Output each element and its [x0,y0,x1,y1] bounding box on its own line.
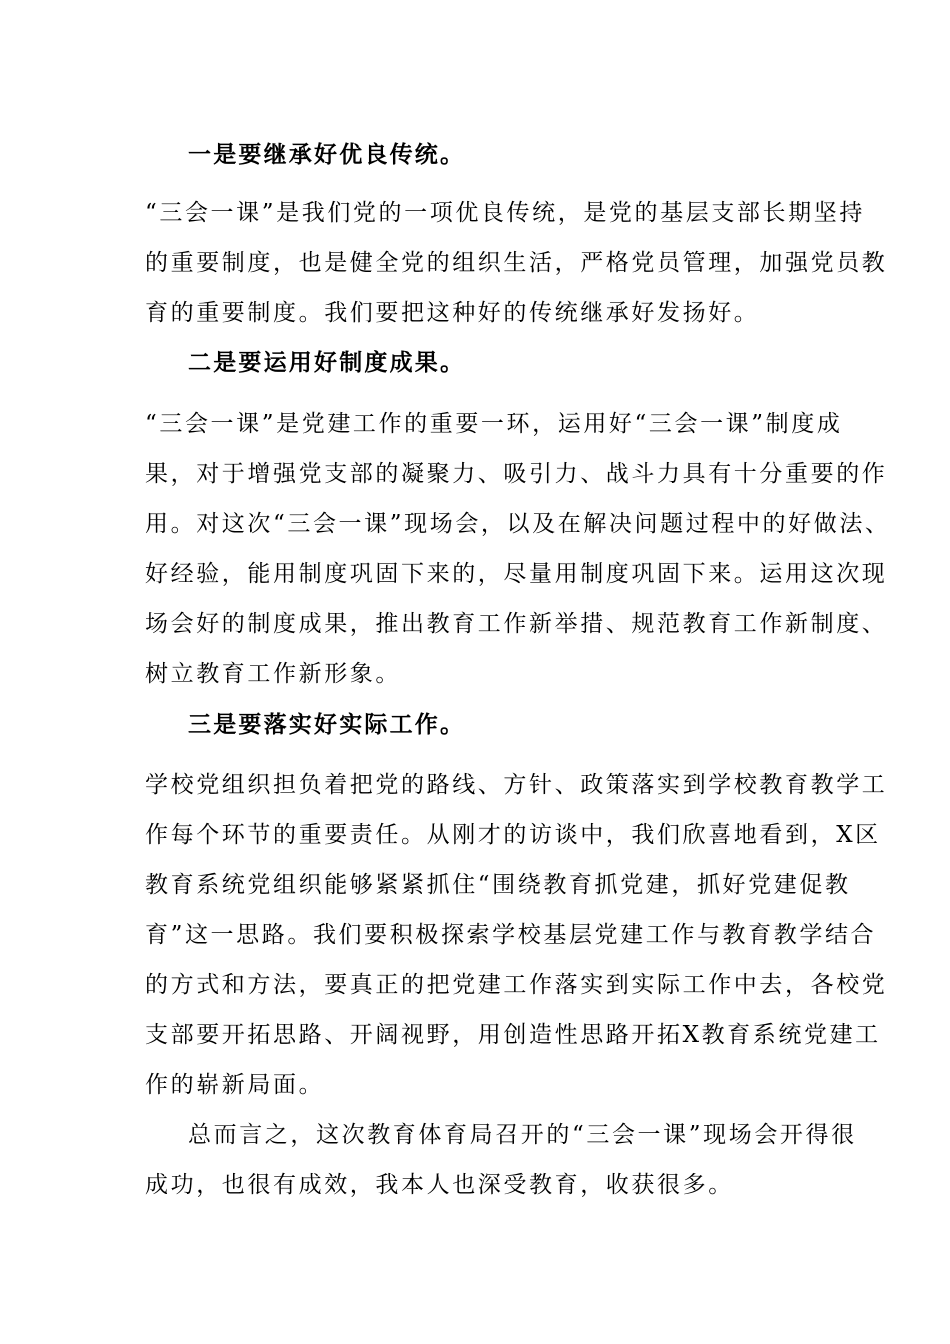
paragraph-line: 果，对于增强党支部的凝聚力、吸引力、战斗力具有十分重要的作 [145,461,888,487]
paragraph-line: 的方式和方法，要真正的把党建工作落实到实际工作中去，各校党 [145,972,888,998]
paragraph-line: “三会一课”是我们党的一项优良传统，是党的基层支部长期坚持 [145,200,865,226]
conclusion-line: 总而言之，这次教育体育局召开的“三会一课”现场会开得很 [188,1122,857,1148]
paragraph-line: 树立教育工作新形象。 [145,661,401,687]
section-heading: 三是要落实好实际工作。 [188,711,466,738]
paragraph-line: 学校党组织担负着把党的路线、方针、政策落实到学校教育教学工 [145,772,888,798]
paragraph-line: 育”这一思路。我们要积极探索学校基层党建工作与教育教学结合 [145,922,877,948]
paragraph-line: 场会好的制度成果，推出教育工作新举措、规范教育工作新制度、 [145,611,888,637]
paragraph-line: 育的重要制度。我们要把这种好的传统继承好发扬好。 [145,300,760,326]
paragraph-line: 作每个环节的重要责任。从刚才的访谈中，我们欣喜地看到，X区 [145,822,881,848]
paragraph-line: 教育系统党组织能够紧紧抓住“围绕教育抓党建，抓好党建促教 [145,872,851,898]
paragraph-line: “三会一课”是党建工作的重要一环，运用好“三会一课”制度成 [145,411,843,437]
paragraph-line: 作的崭新局面。 [145,1072,325,1098]
paragraph-line: 好经验，能用制度巩固下来的，尽量用制度巩固下来。运用这次现 [145,561,888,587]
paragraph-line: 用。对这次“三会一课”现场会，以及在解决问题过程中的好做法、 [145,511,891,537]
section-heading: 二是要运用好制度成果。 [188,349,466,376]
paragraph-line: 的重要制度，也是健全党的组织生活，严格党员管理，加强党员教 [145,250,888,276]
paragraph-line: 支部要开拓思路、开阔视野，用创造性思路开拓X教育系统党建工 [145,1022,881,1048]
conclusion-line: 成功，也很有成效，我本人也深受教育，收获很多。 [145,1172,734,1198]
section-heading: 一是要继承好优良传统。 [188,141,466,168]
